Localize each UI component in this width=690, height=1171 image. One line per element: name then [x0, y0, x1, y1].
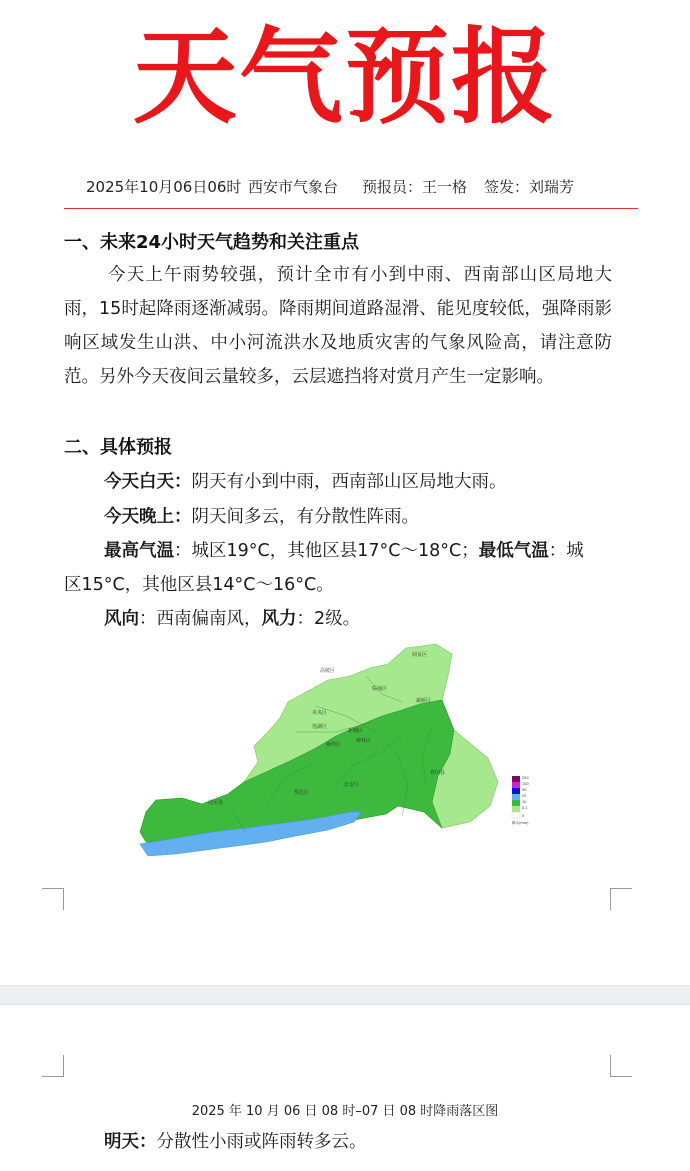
wind-force-label: 风力: [261, 609, 297, 629]
page-corner-mark: [42, 888, 64, 910]
svg-text:莲湖区: 莲湖区: [312, 724, 328, 730]
section-heading-forecast: 二、具体预报: [64, 437, 172, 458]
page-separator: [0, 985, 690, 1005]
section-heading-trend: 一、未来24小时天气趋势和关注重点: [64, 232, 360, 253]
trend-paragraph: 今天上午雨势较强，预计全市有小到中雨、西南部山区局地大雨，15时起降雨逐渐减弱。降雨期间道路湿滑、能见度较低，强降雨影响区域发生山洪、中小河流洪水及地质灾害的气象风险高，请注意防范。另外今天夜间云量较多，云层遮挡将对赏月产生一定影响。: [64, 265, 612, 387]
legend-value: 0.1: [522, 806, 528, 810]
legend-unit: 降水(mm): [512, 821, 529, 825]
forecast-wind: [104, 605, 360, 630]
svg-text:蓝田县: 蓝田县: [430, 770, 446, 776]
legend-value: 10: [522, 800, 527, 804]
svg-text:高陵区: 高陵区: [320, 668, 336, 674]
tomorrow-label: 明天：: [104, 1132, 157, 1152]
map-legend: [512, 776, 529, 825]
svg-text:雁塔区: 雁塔区: [326, 742, 342, 748]
svg-text:阎良区: 阎良区: [412, 652, 428, 658]
forecast-day: [104, 468, 507, 493]
issue-datetime: 2025年10月06日06时: [86, 178, 242, 196]
day-label: 今天白天：: [104, 472, 192, 492]
issuing-agency: 西安市气象台: [248, 178, 339, 196]
low-temp-text-a: ：城: [548, 541, 584, 561]
header-divider: [64, 208, 638, 209]
wind-force-text: ：2级。: [296, 609, 361, 629]
legend-value: 50: [522, 788, 527, 792]
page-corner-mark: [610, 1055, 632, 1077]
forecast-temperature-cont: 区15°C，其他区县14°C～16°C。: [64, 575, 334, 595]
svg-text:新城区: 新城区: [348, 728, 364, 734]
svg-text:长安区: 长安区: [344, 782, 360, 788]
page-corner-mark: [610, 888, 632, 910]
svg-text:鄠邑区: 鄠邑区: [294, 790, 310, 796]
svg-text:未央区: 未央区: [312, 710, 328, 716]
page-corner-mark: [42, 1055, 64, 1077]
wind-direction-label: 风向: [104, 609, 139, 629]
high-temp-label: 最高气温: [104, 541, 174, 561]
forecast-tomorrow: [104, 1128, 367, 1153]
forecast-temperature: [104, 537, 584, 562]
forecast-night: [104, 503, 419, 528]
legend-value: 250: [522, 776, 529, 780]
day-text: 阴天有小到中雨，西南部山区局地大雨。: [191, 472, 507, 492]
night-label: 今天晚上：: [104, 507, 192, 527]
rainfall-map: [136, 636, 556, 860]
svg-text:周至县: 周至县: [208, 800, 224, 806]
forecaster: 预报员：王一格: [362, 178, 468, 196]
legend-value: 100: [522, 782, 529, 786]
map-caption: 2025 年 10 月 06 日 08 时–07 日 08 时降雨落区图: [191, 1104, 499, 1119]
wind-direction-text: ：西南偏南风，: [139, 609, 262, 629]
night-text: 阴天间多云，有分散性阵雨。: [191, 507, 419, 527]
low-temp-label: 最低气温: [478, 541, 549, 561]
legend-value: 0: [522, 814, 525, 818]
svg-text:临潼区: 临潼区: [372, 686, 388, 692]
issuer: 签发：刘瑞芳: [484, 178, 575, 196]
svg-text:灞桥区: 灞桥区: [416, 698, 432, 704]
issue-info: [86, 176, 626, 197]
tomorrow-text: 分散性小雨或阵雨转多云。: [156, 1132, 367, 1152]
high-temp-text: ：城区19°C，其他区县17°C～18°C；: [174, 541, 479, 561]
svg-text:碑林区: 碑林区: [356, 738, 372, 744]
document-title: 天气预报: [132, 16, 557, 138]
legend-value: 25: [522, 794, 527, 798]
